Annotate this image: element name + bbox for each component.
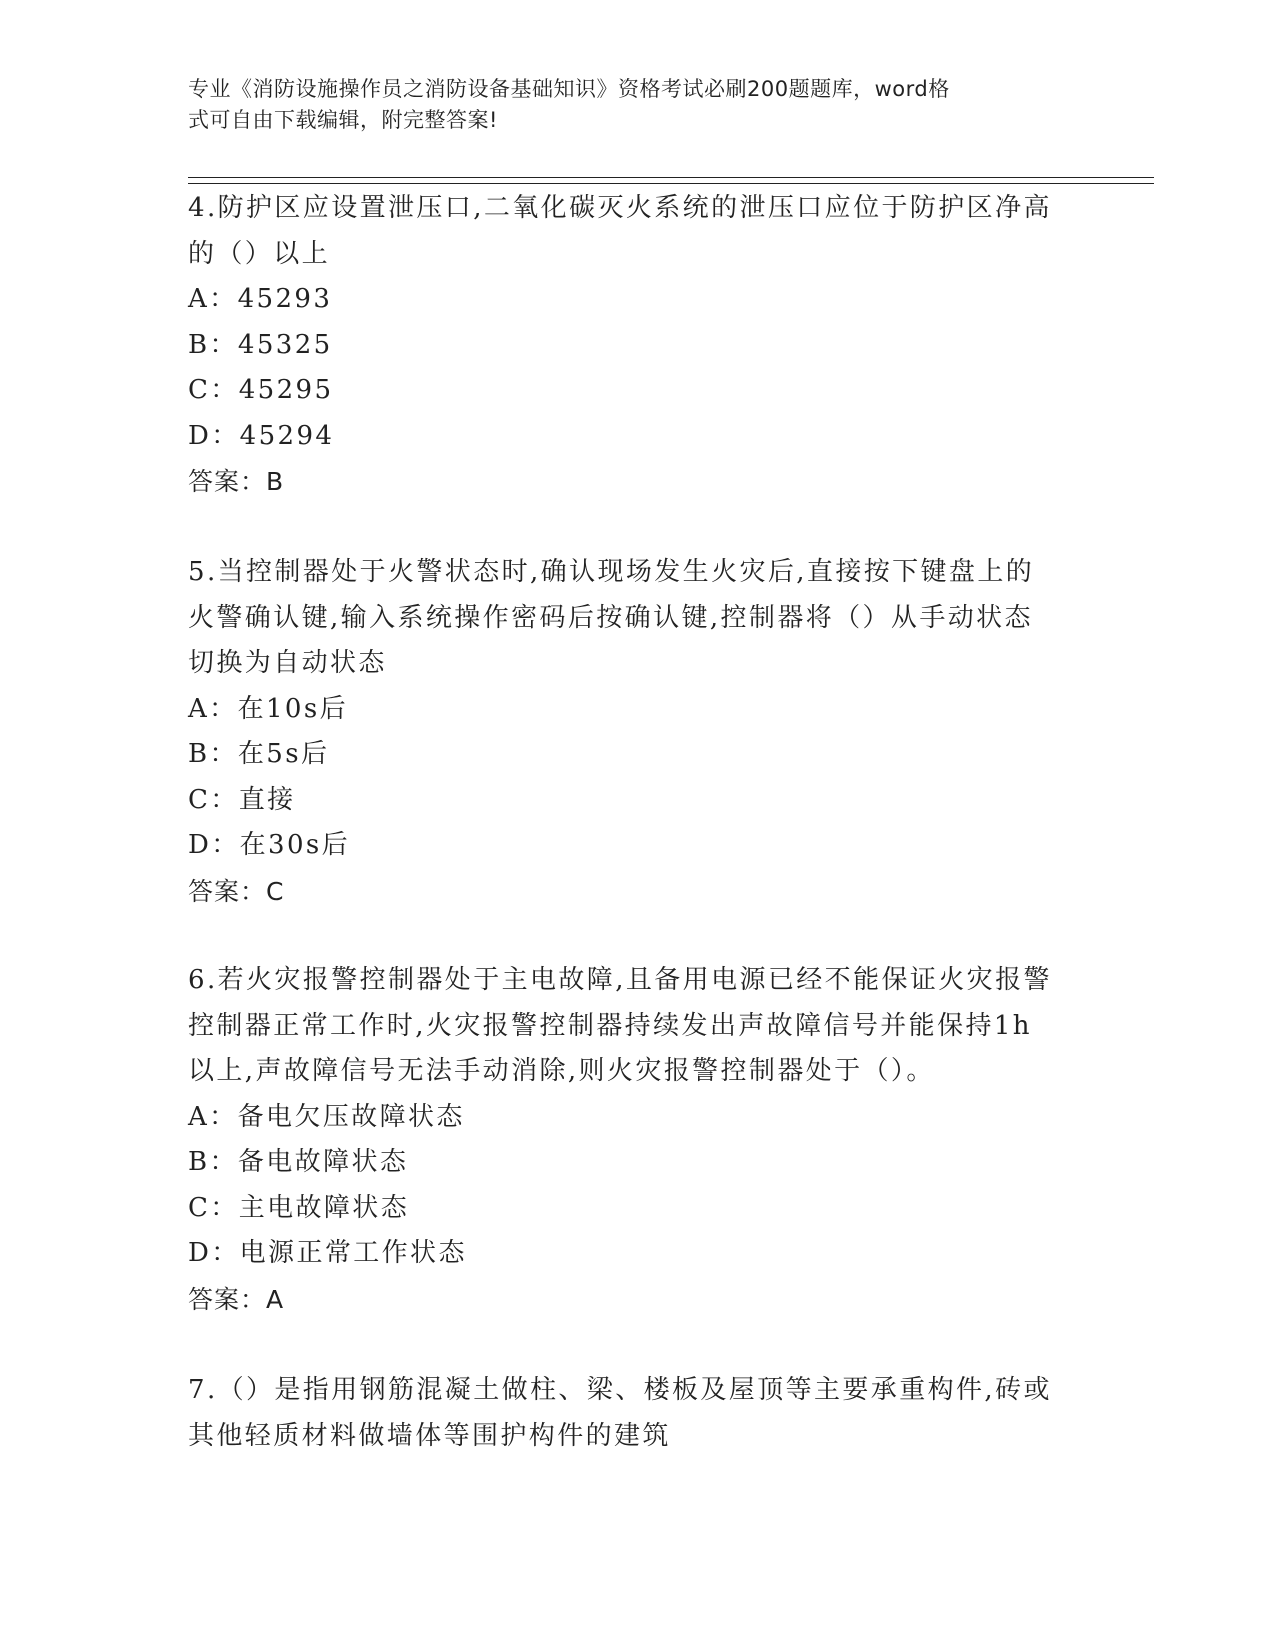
document-header xyxy=(188,74,1088,136)
header-divider-bottom xyxy=(188,183,1154,184)
question-text-line: 的（）以上 xyxy=(188,238,331,269)
option-d: D：电源正常工作状态 xyxy=(188,1238,467,1268)
question-text-line: 以上,声故障信号无法手动消除,则火灾报警控制器处于（）。 xyxy=(188,1056,935,1086)
question-text-line: 切换为自动状态 xyxy=(188,648,387,678)
option-a: A：45293 xyxy=(188,284,333,314)
question-text-line: 5.当控制器处于火警状态时,确认现场发生火灾后,直接按下键盘上的 xyxy=(188,557,1035,587)
question-6 xyxy=(188,958,1088,1322)
option-b: B：45325 xyxy=(188,329,333,360)
question-text-line: 火警确认键,输入系统操作密码后按确认键,控制器将（）从手动状态 xyxy=(188,602,1033,633)
answer-label: 答案：C xyxy=(188,876,285,906)
question-4 xyxy=(188,186,1088,504)
option-b: B：在5s后 xyxy=(188,739,330,769)
option-d: D：在30s后 xyxy=(188,830,351,860)
question-5 xyxy=(188,550,1088,914)
option-c: C：45295 xyxy=(188,375,334,405)
question-text-line: 7.（）是指用钢筋混凝土做柱、梁、楼板及屋顶等主要承重构件,砖或 xyxy=(188,1375,1052,1405)
answer-label: 答案：A xyxy=(188,1284,285,1314)
option-c: C：直接 xyxy=(188,784,296,815)
option-d: D：45294 xyxy=(188,420,335,451)
question-text-line: 4.防护区应设置泄压口,二氧化碳灭火系统的泄压口应位于防护区净高 xyxy=(188,193,1052,223)
header-line-1: 专业《消防设施操作员之消防设备基础知识》资格考试必刷200题题库，word格 xyxy=(188,77,950,101)
header-divider-top xyxy=(188,177,1154,178)
question-7 xyxy=(188,1368,1088,1459)
question-text-line: 6.若火灾报警控制器处于主电故障,且备用电源已经不能保证火灾报警 xyxy=(188,965,1052,995)
option-a: A：备电欠压故障状态 xyxy=(188,1101,465,1132)
answer-label: 答案：B xyxy=(188,467,285,496)
question-text-line: 控制器正常工作时,火灾报警控制器持续发出声故障信号并能保持1h xyxy=(188,1010,1032,1041)
option-a: A：在10s后 xyxy=(188,693,349,724)
option-b: B：备电故障状态 xyxy=(188,1147,409,1177)
header-line-2: 式可自由下载编辑，附完整答案! xyxy=(188,108,498,132)
option-c: C：主电故障状态 xyxy=(188,1192,410,1223)
question-text-line: 其他轻质材料做墙体等围护构件的建筑 xyxy=(188,1420,671,1451)
